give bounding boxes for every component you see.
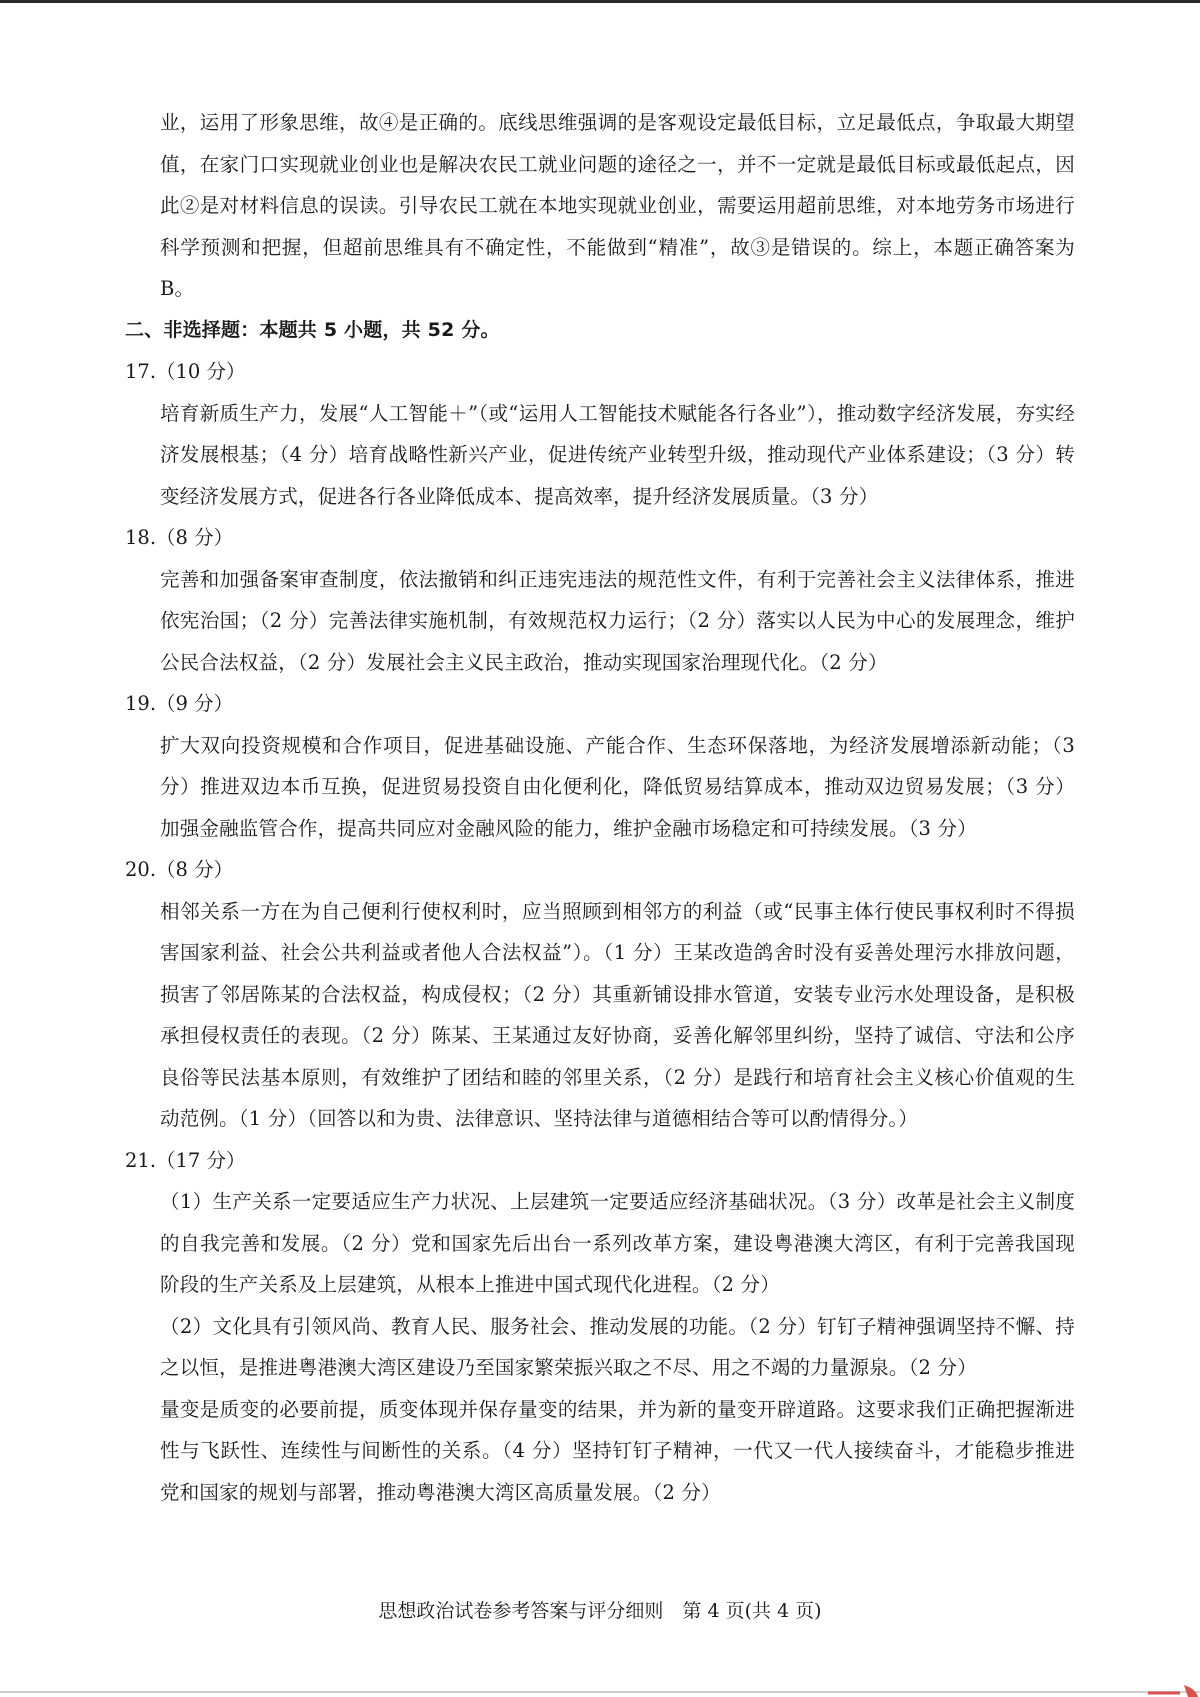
q18-answer: 完善和加强备案审查制度，依法撤销和纠正违宪违法的规范性文件，有利于完善社会主义法律体系，推进依宪治国；（2 分）完善法律实施机制，有效规范权力运行；（2 分）落实以人民为中心的发展理念，维护公民合法权益，（2 分）发展社会主义民主政治，推动实现国家治理现代化。（2 分）: [160, 567, 1075, 674]
q21-part2: （2）文化具有引领风尚、教育人民、服务社会、推动发展的功能。（2 分）钉钉子精神强调坚持不懈、持之以恒，是推进粤港澳大湾区建设乃至国家繁荣振兴取之不尽、用之不竭的力量源泉。（2 分）: [160, 1314, 1075, 1379]
corner-mark-icon: [1140, 1683, 1200, 1697]
section-title: 二、非选择题：本题共 5 小题，共 52 分。: [125, 318, 500, 341]
q21-part1: （1）生产关系一定要适应生产力状况、上层建筑一定要适应经济基础状况。（3 分）改革是社会主义制度的自我完善和发展。（2 分）党和国家先后出台一系列改革方案，建设粤港澳大湾区，有利于完善我国现阶段的生产关系及上层建筑，从根本上推进中国式现代化进程。（2 分）: [160, 1190, 1075, 1296]
q20-number: 20.（8 分）: [125, 858, 234, 881]
q16-explanation-continuation: 业，运用了形象思维，故④是正确的。底线思维强调的是客观设定最低目标，立足最低点，争取最大期望值，在家门口实现就业创业也是解决农民工就业问题的途径之一，并不一定就是最低目标或最低起点，因此②是对材料信息的误读。引导农民工就在本地实现就业创业，需要运用超前思维，对本地劳务市场进行科学预测和把握，但超前思维具有不确定性，不能做到“精准”，故③是错误的。综上，本题正确答案为 B。: [160, 111, 1075, 300]
q17-answer: 培育新质生产力，发展“人工智能＋”（或“运用人工智能技术赋能各行各业”），推动数字经济发展，夯实经济发展根基；（4 分）培育战略性新兴产业，促进传统产业转型升级，推动现代产业体系建设；（3 分）转变经济发展方式，促进各行各业降低成本、提高效率，提升经济发展质量。（3 分）: [160, 401, 1075, 508]
q18-number: 18.（8 分）: [125, 526, 234, 549]
q19-answer: 扩大双向投资规模和合作项目，促进基础设施、产能合作、生态环保落地，为经济发展增添新动能；（3 分）推进双边本币互换，促进贸易投资自由化便利化，降低贸易结算成本，推动双边贸易发展；（3 分）加强金融监管合作，提高共同应对金融风险的能力，维护金融市场稳定和可持续发展。（3 分）: [160, 733, 1075, 840]
q20-answer: 相邻关系一方在为自己便利行使权利时，应当照顾到相邻方的利益（或“民事主体行使民事权利时不得损害国家利益、社会公共利益或者他人合法权益”）。（1 分）王某改造鸽舍时没有妥善处理污水排放问题，损害了邻居陈某的合法权益，构成侵权；（2 分）其重新铺设排水管道，安装专业污水处理设备，是积极承担侵权责任的表现。（2 分）陈某、王某通过友好协商，妥善化解邻里纠纷，坚持了诚信、守法和公序良俗等民法基本原则，有效维护了团结和睦的邻里关系，（2 分）是践行和培育社会主义核心价值观的生动范例。（1 分）（回答以和为贵、法律意识、坚持法律与道德相结合等可以酌情得分。）: [160, 899, 1075, 1130]
q17-number: 17.（10 分）: [125, 360, 246, 383]
q21-number: 21.（17 分）: [125, 1148, 246, 1172]
answer-document: [125, 102, 1075, 1513]
q21-part3: 量变是质变的必要前提，质变体现并保存量变的结果，并为新的量变开辟道路。这要求我们正确把握渐进性与飞跃性、连续性与间断性的关系。（4 分）坚持钉钉子精神，一代又一代人接续奋斗，才能稳步推进党和国家的规划与部署，推动粤港澳大湾区高质量发展。（2 分）: [160, 1397, 1075, 1504]
q19-number: 19.（9 分）: [125, 692, 234, 715]
bottom-border-line: [0, 1691, 1200, 1693]
page-footer: 思想政治试卷参考答案与评分细则 第 4 页(共 4 页): [378, 1600, 822, 1622]
top-border-line: [0, 0, 1200, 3]
